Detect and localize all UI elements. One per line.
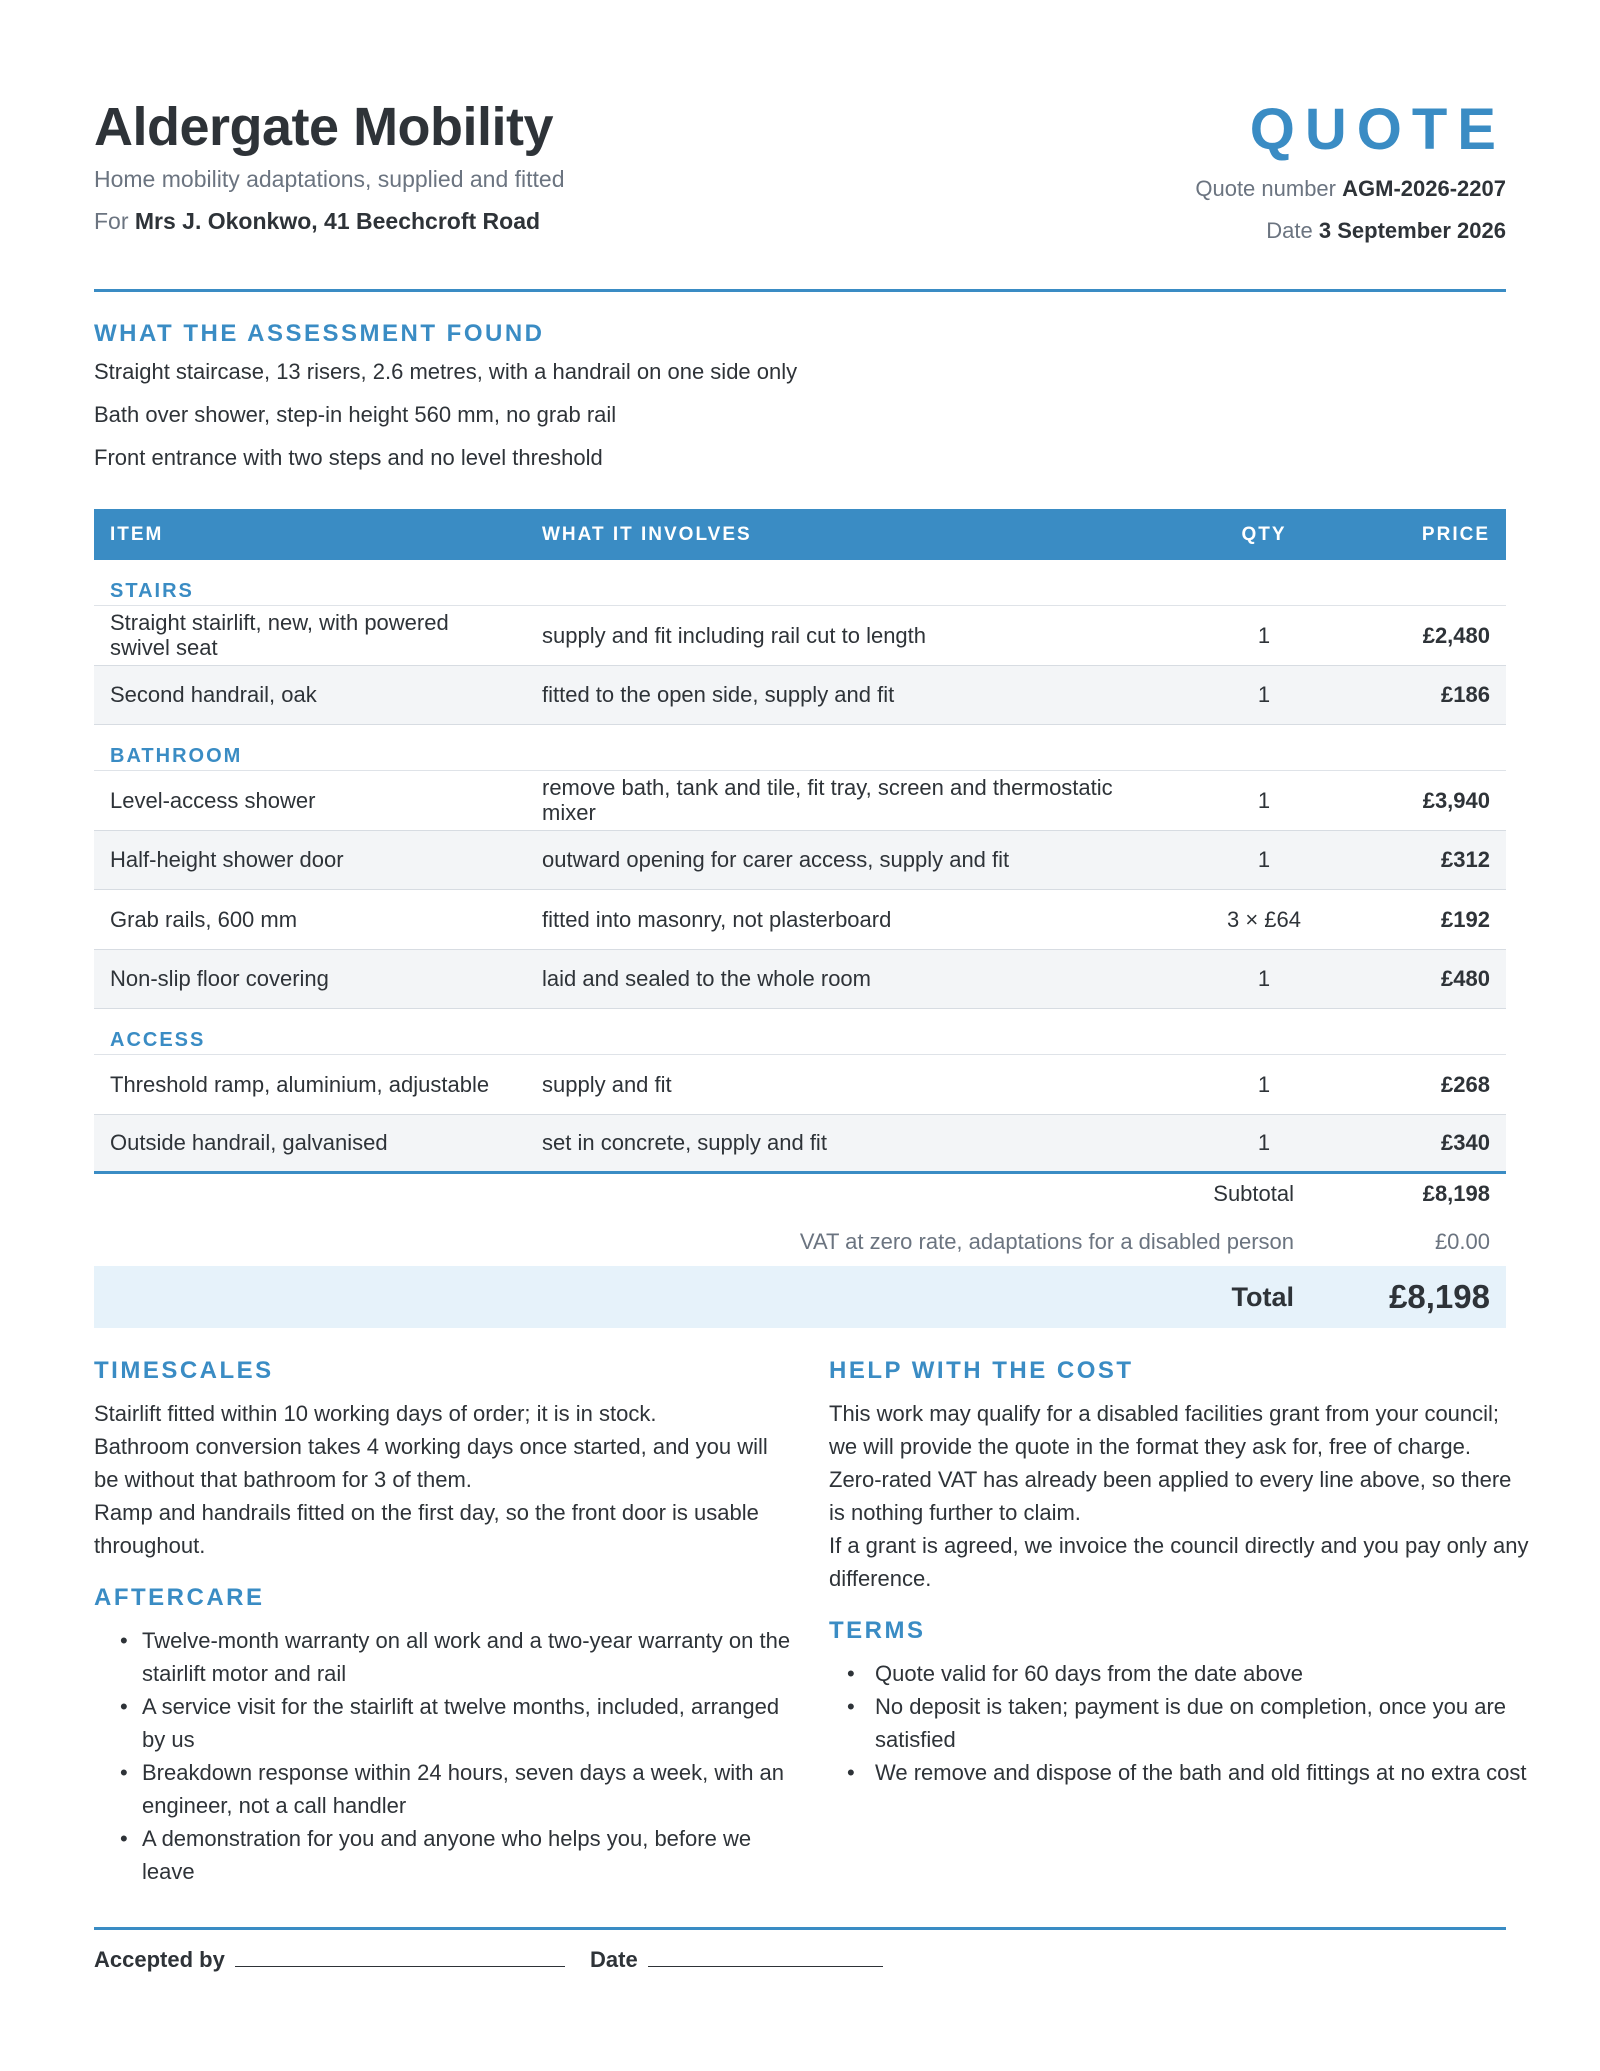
cell-price: £192 (1441, 906, 1490, 932)
customer-label: For (94, 208, 129, 234)
group-header-bathroom (94, 725, 1506, 771)
quote-number-line (1195, 176, 1506, 202)
cell-item: Second handrail, oak (110, 682, 317, 708)
list-item: • Breakdown response within 24 hours, seven days a week, with an engineer, not a call handler (94, 1756, 794, 1822)
aftercare-title: AFTERCARE (94, 1584, 265, 1611)
table-row (94, 1115, 1506, 1175)
quote-date: 3 September 2026 (1318, 218, 1506, 243)
cell-description: supply and fit (542, 1071, 672, 1097)
cell-description: remove bath, tank and tile, fit tray, screen and thermostatic mixer (542, 774, 1113, 826)
right-column (829, 1357, 1529, 1789)
terms-list (829, 1657, 1529, 1789)
timescales-title: TIMESCALES (94, 1357, 274, 1384)
cell-item: Level-access shower (110, 787, 316, 813)
column-header-description: WHAT IT INVOLVES (542, 524, 752, 545)
quote-number-label: Quote number (1195, 176, 1336, 201)
cell-price: £186 (1441, 682, 1490, 708)
cell-description: set in concrete, supply and fit (542, 1130, 827, 1156)
help-line: Zero-rated VAT has already been applied to every line above, so there is nothing further to claim. (829, 1467, 1512, 1525)
cell-qty: 1 (1257, 622, 1271, 648)
accepted-by-line[interactable] (235, 1945, 565, 1967)
column-header-qty: QTY (1241, 524, 1287, 545)
table-row (94, 890, 1506, 950)
findings-title: WHAT THE ASSESSMENT FOUND (94, 320, 545, 347)
table-header (94, 509, 1506, 560)
help-title: HELP WITH THE COST (829, 1357, 1134, 1384)
signature-divider (94, 1927, 1506, 1930)
column-header-item: ITEM (110, 524, 164, 545)
subtotal-label: Subtotal (1213, 1181, 1294, 1206)
cell-qty: 1 (1257, 1130, 1271, 1156)
cell-price: £268 (1441, 1071, 1490, 1097)
cell-item: Outside handrail, galvanised (110, 1130, 388, 1156)
subtotal-value: £8,198 (1422, 1181, 1490, 1206)
help-line: If a grant is agreed, we invoice the council directly and you pay only any difference. (829, 1533, 1529, 1591)
quote-number: AGM-2026-2207 (1342, 176, 1506, 201)
cell-price: £2,480 (1422, 622, 1490, 648)
cell-item: Straight stairlift, new, with powered swivel seat (110, 609, 449, 661)
cell-description: supply and fit including rail cut to length (542, 622, 927, 648)
cell-qty: 1 (1257, 682, 1271, 708)
quote-date-line (1266, 218, 1506, 244)
cell-description: outward opening for carer access, supply and fit (542, 847, 1010, 873)
cell-description: fitted to the open side, supply and fit (542, 682, 895, 708)
company-name: Aldergate Mobility (94, 97, 554, 157)
vat-label: VAT at zero rate, adaptations for a disabled person (799, 1229, 1294, 1254)
accepted-by-label: Accepted by (94, 1947, 225, 1972)
table-row (94, 606, 1506, 666)
vat-row (94, 1218, 1506, 1266)
cell-qty: 1 (1257, 787, 1271, 813)
cell-description: fitted into masonry, not plasterboard (542, 906, 892, 932)
cell-price: £340 (1441, 1130, 1490, 1156)
customer-line (94, 208, 540, 235)
table-row (94, 831, 1506, 891)
cell-item: Grab rails, 600 mm (110, 906, 298, 932)
list-item: • Quote valid for 60 days from the date above (829, 1657, 1529, 1690)
timescales-line: Stairlift fitted within 10 working days of order; it is in stock. (94, 1401, 657, 1426)
help-line: This work may qualify for a disabled facilities grant from your council; we will provide the quote in the format they ask for, free of charge. (829, 1401, 1500, 1459)
total-row (94, 1266, 1506, 1328)
company-tagline: Home mobility adaptations, supplied and fitted (94, 166, 565, 192)
group-label: ACCESS (110, 1029, 206, 1051)
finding-line: Bath over shower, step-in height 560 mm, no grab rail (94, 402, 617, 427)
column-header-price: PRICE (1421, 524, 1490, 545)
group-header-access (94, 1009, 1506, 1055)
accepted-by-field[interactable] (94, 1945, 565, 1973)
cell-item: Threshold ramp, aluminium, adjustable (110, 1071, 490, 1097)
cell-item: Non-slip floor covering (110, 966, 329, 992)
group-header-stairs (94, 560, 1506, 606)
cell-price: £480 (1441, 966, 1490, 992)
list-item: • No deposit is taken; payment is due on completion, once you are satisfied (829, 1690, 1529, 1756)
list-item: • A demonstration for you and anyone who helps you, before we leave (94, 1822, 794, 1888)
cell-qty: 3 × £64 (1226, 906, 1301, 932)
list-item: • We remove and dispose of the bath and old fittings at no extra cost (829, 1756, 1529, 1789)
group-label: STAIRS (110, 580, 194, 602)
quote-header (94, 96, 1506, 292)
total-label: Total (1231, 1282, 1294, 1312)
table-row (94, 950, 1506, 1010)
assessment-findings (94, 320, 797, 479)
cell-qty: 1 (1257, 847, 1271, 873)
group-label: BATHROOM (110, 745, 243, 767)
timescales-line: Ramp and handrails fitted on the first day, so the front door is usable throughout. (94, 1500, 759, 1558)
total-value: £8,198 (1389, 1278, 1490, 1315)
quote-table (94, 509, 1506, 1174)
finding-line: Front entrance with two steps and no level threshold (94, 445, 603, 470)
quote-date-label: Date (1266, 218, 1313, 243)
signature-date-label: Date (590, 1947, 638, 1972)
terms-title: TERMS (829, 1617, 926, 1644)
table-row (94, 666, 1506, 726)
cell-price: £3,940 (1422, 787, 1490, 813)
document-title: QUOTE (1249, 97, 1506, 162)
signature-date-line[interactable] (648, 1945, 883, 1967)
table-row (94, 1055, 1506, 1115)
totals-block (94, 1170, 1506, 1328)
timescales-line: Bathroom conversion takes 4 working days once started, and you will be without that bathroom for 3 of them. (94, 1434, 768, 1492)
list-item: • Twelve-month warranty on all work and a two-year warranty on the stairlift motor and rail (94, 1624, 794, 1690)
cell-qty: 1 (1257, 1071, 1271, 1097)
subtotal-row (94, 1170, 1506, 1218)
cell-qty: 1 (1257, 966, 1271, 992)
cell-item: Half-height shower door (110, 847, 344, 873)
cell-description: laid and sealed to the whole room (542, 966, 871, 992)
table-row (94, 771, 1506, 831)
customer-name: Mrs J. Okonkwo, 41 Beechcroft Road (134, 208, 541, 234)
finding-line: Straight staircase, 13 risers, 2.6 metres, with a handrail on one side only (94, 359, 798, 384)
signature-date-field[interactable] (590, 1945, 883, 1973)
aftercare-list (94, 1624, 794, 1888)
list-item: • A service visit for the stairlift at twelve months, included, arranged by us (94, 1690, 794, 1756)
cell-price: £312 (1441, 847, 1490, 873)
vat-value: £0.00 (1434, 1229, 1490, 1254)
left-column (94, 1357, 794, 1888)
